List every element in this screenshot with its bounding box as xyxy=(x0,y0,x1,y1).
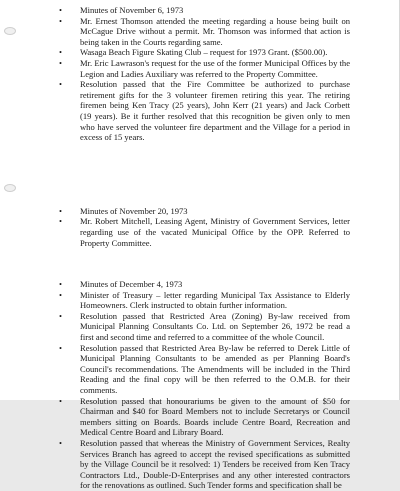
bullet: • xyxy=(59,57,62,68)
bullet: • xyxy=(59,289,62,300)
punch-hole xyxy=(4,27,16,35)
bullet: • xyxy=(59,5,62,15)
item-text: Mr. Robert Mitchell, Leasing Agent, Ministry of Government Services, letter regarding use of the vacated Municipal Office by the OPP. Referred to Property Committee. xyxy=(80,216,350,248)
list-item xyxy=(58,343,350,396)
bullet: • xyxy=(59,15,62,26)
list-item xyxy=(58,279,350,290)
minutes-document xyxy=(58,5,350,491)
item-text: Mr. Ernest Thomson attended the meeting regarding a house being built on McCague Drive without a permit. Mr. Thomson was informed that action is being taken in the Courts regarding same. xyxy=(80,15,350,47)
punch-hole xyxy=(4,184,16,192)
item-text: Resolution passed that Restricted Area (Zoning) By-law received from Municipal Planning Consultants Co. Ltd. on September 26, 1972 be read a first and second time and referred to a committee of the whole Council. xyxy=(80,310,350,343)
list-item xyxy=(58,216,350,248)
bullet: • xyxy=(59,310,62,321)
list-item xyxy=(58,79,350,143)
bullet: • xyxy=(59,47,62,58)
item-text: Minister of Treasury – letter regarding Municipal Tax Assistance to Elderly Homeowners. Clerk instructed to obtain further information. xyxy=(80,289,350,311)
item-text: Wasaga Beach Figure Skating Club – request for 1973 Grant. ($500.00). xyxy=(80,47,328,58)
list-item xyxy=(58,396,350,438)
minutes-section-november-6 xyxy=(58,5,350,143)
item-text: Resolution passed that honourariums be given to the amount of $50 for Chairman and $40 for Board Members not to include Secretarys or Council members sitting on Boards. Boards include Centre Board, Recreation and Medical Centre Board and Library Board. xyxy=(80,395,350,438)
list-item xyxy=(58,47,350,58)
item-text: Resolution passed that Restricted Area By-law be referred to Derek Little of Municipal Planning Consultants to be amended as per Planning Board's Council's recommendations. The Amendments will be included in the Third Reading and the final copy will be then referred to the O.M.B. for their comments. xyxy=(80,342,350,396)
bullet: • xyxy=(59,79,62,90)
item-text: Resolution passed that the Fire Committee be authorized to purchase retirement gifts for the 3 volunteer firemen retiring this year. The retiring firemen being Ken Tracy (25 years), John Kerr (21 years) and Jack Corbett (19 years). Be it further resolved that this recognition be given only to men who have served the volunteer fire department and the Village for a period in excess of 15 years. xyxy=(80,79,350,143)
list-item xyxy=(58,16,350,48)
list-item xyxy=(58,311,350,343)
item-text: Minutes of December 4, 1973 xyxy=(80,279,183,290)
list-item xyxy=(58,438,350,491)
item-text: Minutes of November 20, 1973 xyxy=(80,205,188,216)
bullet: • xyxy=(59,279,62,290)
list-item xyxy=(58,5,350,16)
bullet: • xyxy=(59,216,62,227)
item-text: Minutes of November 6, 1973 xyxy=(80,5,184,15)
list-item xyxy=(58,206,350,217)
minutes-section-november-20 xyxy=(58,206,350,248)
item-text: Mr. Eric Lawrason's request for the use of the former Municipal Offices by the Legion and Ladies Auxiliary was referred to the Property Committee. xyxy=(80,57,350,79)
bullet: • xyxy=(59,342,62,353)
list-item xyxy=(58,290,350,311)
bullet: • xyxy=(59,395,62,406)
bullet: • xyxy=(59,205,62,216)
bullet: • xyxy=(59,438,62,448)
list-item xyxy=(58,58,350,79)
item-text: Resolution passed that whereas the Ministry of Government Services, Realty Services Branch has agreed to accept the revised specifications as submitted by the Village Council be it resolved: 1) Tenders be received from Ken Tracy Contractors Ltd., Double-D-Enterprises and any other interested contractors for the renovations as outlined. Such Tender forms and specification shall be xyxy=(80,438,350,491)
minutes-section-december-4 xyxy=(58,279,350,491)
